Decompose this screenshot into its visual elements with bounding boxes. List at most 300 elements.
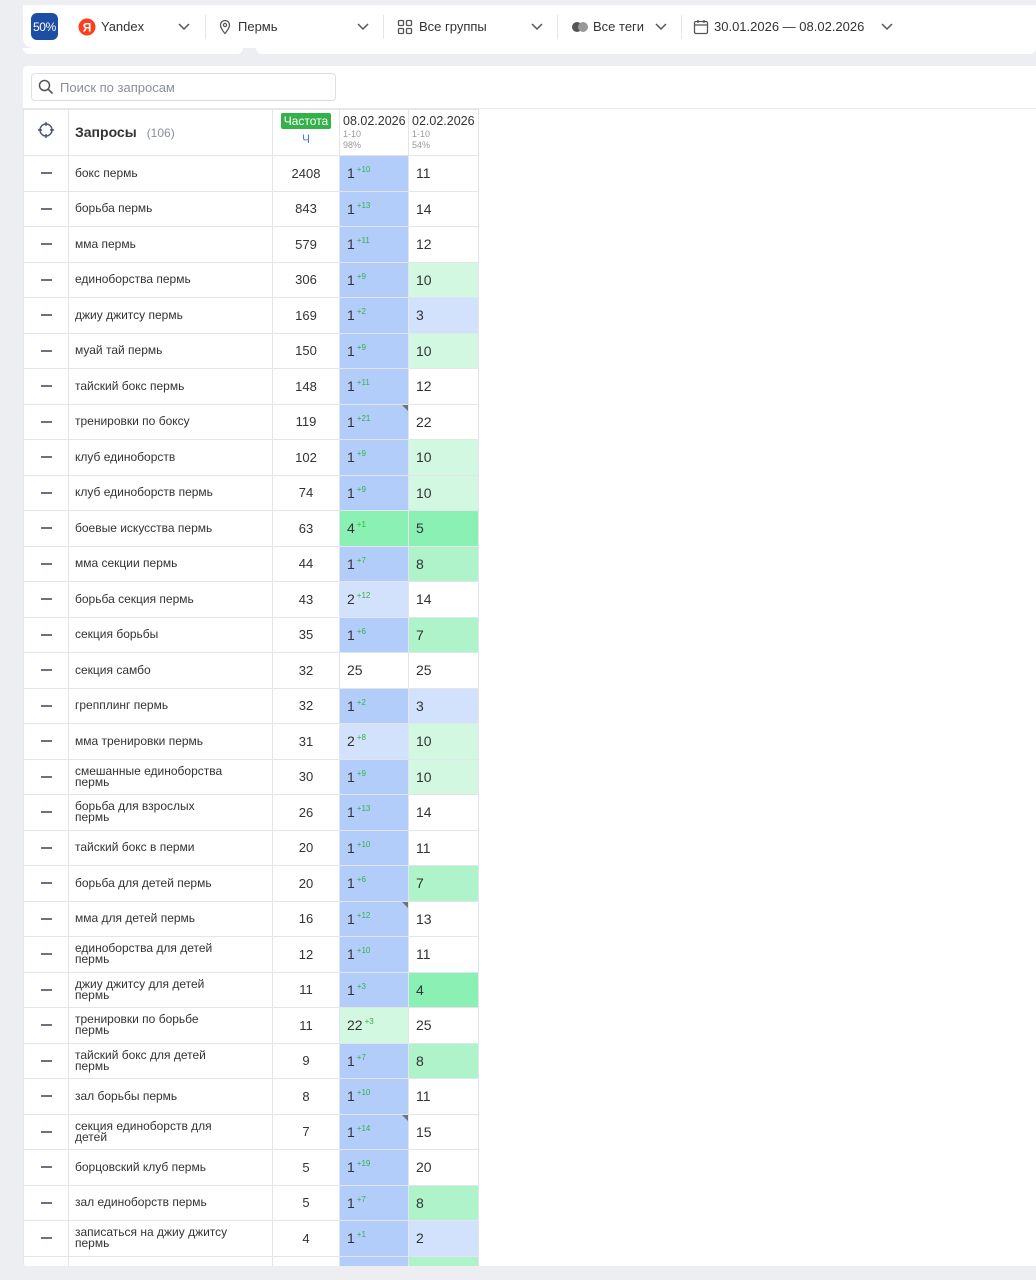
table-row[interactable]	[24, 653, 479, 689]
position-delta: +14	[356, 1123, 371, 1133]
minus-icon[interactable]	[41, 776, 52, 778]
position-value: 1	[347, 839, 355, 856]
minus-icon[interactable]	[41, 669, 52, 671]
row-toggle[interactable]	[24, 1114, 69, 1150]
position-cell[interactable]	[340, 227, 409, 263]
position-value: 1	[347, 307, 355, 324]
queries-header[interactable]	[69, 110, 273, 156]
query-cell[interactable]: тайский бокс в перми	[69, 830, 273, 866]
row-toggle[interactable]	[24, 688, 69, 724]
minus-icon[interactable]	[41, 847, 52, 849]
position-value: 1	[347, 804, 355, 821]
row-toggle[interactable]	[24, 582, 69, 618]
position-cell[interactable]	[340, 582, 409, 618]
position-cell[interactable]	[409, 1079, 479, 1115]
position-cell[interactable]	[409, 688, 479, 724]
position-cell[interactable]	[409, 191, 479, 227]
minus-icon[interactable]	[41, 953, 52, 955]
position-value: 4	[347, 520, 355, 537]
position-cell[interactable]	[409, 511, 479, 547]
query-cell[interactable]: тренировки по боксу	[69, 404, 273, 440]
search-icon	[38, 79, 54, 95]
position-value: 10	[416, 271, 432, 288]
groups-select[interactable]	[397, 5, 549, 48]
frequency-cell: 4	[273, 1221, 340, 1257]
position-value: 12	[416, 236, 432, 253]
table-row[interactable]	[24, 227, 479, 263]
engine-select[interactable]	[78, 5, 223, 48]
query-cell[interactable]: зал борьбы пермь	[69, 1079, 273, 1115]
position-delta: +3	[364, 1017, 374, 1027]
query-cell[interactable]: муай тай пермь	[69, 333, 273, 369]
row-toggle[interactable]	[24, 830, 69, 866]
row-toggle[interactable]	[24, 1185, 69, 1221]
minus-icon[interactable]	[41, 1237, 52, 1239]
minus-icon[interactable]	[41, 527, 52, 529]
position-delta: +7	[356, 1052, 366, 1062]
position-value: 25	[416, 1017, 432, 1034]
chevron-down-icon	[176, 18, 192, 34]
position-value: 1	[347, 1230, 355, 1247]
position-value: 1	[347, 200, 355, 217]
position-cell[interactable]	[340, 866, 409, 902]
position-cell[interactable]	[340, 191, 409, 227]
position-cell[interactable]	[340, 1043, 409, 1079]
position-cell[interactable]	[409, 1185, 479, 1221]
row-toggle[interactable]	[24, 1079, 69, 1115]
query-cell[interactable]: борьба секция пермь	[69, 582, 273, 618]
position-value: 7	[416, 626, 424, 643]
top-percent-label: 98%	[343, 140, 362, 150]
frequency-cell: 74	[273, 475, 340, 511]
query-cell[interactable]: джиу джитсу для детей пермь	[69, 972, 273, 1008]
table-row[interactable]	[24, 156, 479, 192]
position-cell[interactable]	[409, 1043, 479, 1079]
frequency-header[interactable]	[273, 110, 340, 156]
table-row[interactable]	[24, 901, 479, 937]
position-value: 2	[347, 733, 355, 750]
query-cell[interactable]: секция борьбы	[69, 617, 273, 653]
table-row[interactable]	[24, 546, 479, 582]
position-delta: +7	[356, 555, 366, 565]
row-toggle[interactable]	[24, 404, 69, 440]
row-toggle[interactable]	[24, 795, 69, 831]
position-delta: +10	[356, 165, 371, 175]
minus-icon[interactable]	[41, 740, 52, 742]
position-value: 10	[416, 484, 432, 501]
minus-icon[interactable]	[41, 385, 52, 387]
region-select[interactable]	[217, 5, 377, 48]
query-cell[interactable]: борцовский клуб пермь	[69, 1150, 273, 1186]
search-input[interactable]	[60, 80, 320, 95]
table-row[interactable]	[24, 1185, 479, 1221]
position-cell[interactable]	[409, 1008, 479, 1044]
table-row[interactable]	[24, 475, 479, 511]
position-cell[interactable]	[409, 759, 479, 795]
minus-icon[interactable]	[41, 208, 52, 210]
row-toggle[interactable]	[24, 191, 69, 227]
position-value: 1	[347, 378, 355, 395]
position-cell[interactable]	[340, 404, 409, 440]
table-row[interactable]	[24, 759, 479, 795]
frequency-cell: 30	[273, 759, 340, 795]
position-cell[interactable]	[409, 298, 479, 334]
frequency-cell: 20	[273, 866, 340, 902]
position-value: 20	[416, 1159, 432, 1176]
query-cell[interactable]: тайский бокс пермь	[69, 369, 273, 405]
position-value: 11	[416, 946, 431, 963]
table-row[interactable]	[24, 1043, 479, 1079]
table-row[interactable]	[24, 1256, 479, 1266]
query-cell[interactable]: клуб единоборств	[69, 440, 273, 476]
row-toggle[interactable]	[24, 298, 69, 334]
table-row[interactable]	[24, 440, 479, 476]
chevron-down-icon	[529, 18, 545, 34]
table-row[interactable]	[24, 1079, 479, 1115]
table-row[interactable]	[24, 795, 479, 831]
query-cell[interactable]: зал единоборств пермь	[69, 1185, 273, 1221]
engine-label: Yandex	[101, 19, 145, 34]
row-toggle[interactable]	[24, 156, 69, 192]
query-cell[interactable]: борьба для взрослых пермь	[69, 795, 273, 831]
table-row[interactable]	[24, 298, 479, 334]
minus-icon[interactable]	[41, 314, 52, 316]
position-value: 2	[347, 591, 355, 608]
toolbar-subpanel	[23, 48, 243, 54]
position-cell[interactable]	[409, 724, 479, 760]
position-cell[interactable]	[409, 653, 479, 689]
query-cell[interactable]: клуб единоборств пермь	[69, 475, 273, 511]
table-row[interactable]	[24, 724, 479, 760]
position-cell[interactable]	[340, 475, 409, 511]
position-value: 22	[347, 1017, 363, 1034]
row-toggle[interactable]	[24, 653, 69, 689]
table-row[interactable]	[24, 937, 479, 973]
position-cell[interactable]	[340, 972, 409, 1008]
position-cell[interactable]	[409, 262, 479, 298]
table-row[interactable]	[24, 972, 479, 1008]
minus-icon[interactable]	[41, 421, 52, 423]
position-cell[interactable]	[340, 262, 409, 298]
minus-icon[interactable]	[41, 350, 52, 352]
minus-icon[interactable]	[41, 1202, 52, 1204]
queries-panel	[23, 66, 1036, 1266]
frequency-cell: 843	[273, 191, 340, 227]
query-cell[interactable]: смешанные единоборства пермь	[69, 759, 273, 795]
location-pin-icon	[217, 19, 233, 35]
frequency-cell: 579	[273, 227, 340, 263]
frequency-type[interactable]: Ч	[302, 132, 310, 146]
position-value: 2	[416, 1230, 424, 1247]
minus-icon[interactable]	[41, 492, 52, 494]
position-value: 11	[416, 1088, 431, 1105]
table-row[interactable]	[24, 369, 479, 405]
position-value: 1	[347, 484, 355, 501]
table-header	[24, 110, 479, 156]
frequency-cell: 20	[273, 830, 340, 866]
frequency-cell: 35	[273, 617, 340, 653]
position-cell[interactable]	[340, 1114, 409, 1150]
query-cell[interactable]: секция самбо	[69, 653, 273, 689]
position-delta: +1	[356, 1230, 366, 1240]
minus-icon[interactable]	[41, 279, 52, 281]
position-cell[interactable]	[340, 617, 409, 653]
position-delta: +6	[356, 626, 366, 636]
calendar-icon	[693, 19, 709, 35]
position-cell[interactable]	[340, 830, 409, 866]
query-cell[interactable]	[69, 1256, 273, 1266]
minus-icon[interactable]	[41, 1166, 52, 1168]
row-toggle[interactable]	[24, 1008, 69, 1044]
position-delta: +11	[356, 236, 370, 246]
position-cell[interactable]	[340, 937, 409, 973]
table-row[interactable]	[24, 1150, 479, 1186]
frequency-cell: 32	[273, 653, 340, 689]
position-value: 14	[416, 804, 432, 821]
position-cell[interactable]	[409, 972, 479, 1008]
position-value: 1	[347, 1088, 355, 1105]
position-value: 14	[416, 200, 432, 217]
position-cell[interactable]	[409, 440, 479, 476]
table-row[interactable]	[24, 191, 479, 227]
row-toggle[interactable]	[24, 937, 69, 973]
row-toggle[interactable]	[24, 227, 69, 263]
row-toggle[interactable]	[24, 511, 69, 547]
tags-label: Все теги	[593, 19, 645, 34]
minus-icon[interactable]	[41, 172, 52, 174]
position-cell[interactable]	[340, 333, 409, 369]
position-cell[interactable]	[409, 546, 479, 582]
minus-icon[interactable]	[41, 563, 52, 565]
frequency-cell: 5	[273, 1150, 340, 1186]
position-value: 1	[347, 165, 355, 182]
position-delta: +10	[356, 1088, 371, 1098]
position-cell[interactable]	[409, 475, 479, 511]
position-value: 4	[416, 981, 424, 998]
query-cell[interactable]: записаться на джиу джитсу пермь	[69, 1221, 273, 1257]
position-value: 1	[347, 1194, 355, 1211]
position-value: 1	[347, 697, 355, 714]
position-cell[interactable]	[409, 369, 479, 405]
table-row[interactable]	[24, 617, 479, 653]
row-toggle[interactable]	[24, 972, 69, 1008]
position-cell[interactable]	[340, 901, 409, 937]
position-cell[interactable]	[340, 511, 409, 547]
table-row[interactable]	[24, 1114, 479, 1150]
minus-icon[interactable]	[41, 705, 52, 707]
minus-icon[interactable]	[41, 456, 52, 458]
position-cell[interactable]	[340, 369, 409, 405]
minus-icon[interactable]	[41, 811, 52, 813]
row-toggle[interactable]	[24, 262, 69, 298]
query-cell[interactable]: тренировки по борьбе пермь	[69, 1008, 273, 1044]
position-value: 1	[347, 413, 355, 430]
position-cell[interactable]	[409, 1114, 479, 1150]
minus-icon[interactable]	[41, 1060, 52, 1062]
row-toggle[interactable]	[24, 724, 69, 760]
position-value: 1	[347, 449, 355, 466]
position-cell[interactable]	[409, 404, 479, 440]
query-cell[interactable]: борьба для детей пермь	[69, 866, 273, 902]
query-cell[interactable]: мма для детей пермь	[69, 901, 273, 937]
row-toggle[interactable]	[24, 759, 69, 795]
frequency-cell: 11	[273, 972, 340, 1008]
row-toggle[interactable]	[24, 546, 69, 582]
frequency-cell: 2408	[273, 156, 340, 192]
position-value: 3	[416, 697, 424, 714]
table-row[interactable]	[24, 404, 479, 440]
minus-icon[interactable]	[41, 1024, 52, 1026]
query-cell[interactable]: боевые искусства пермь	[69, 511, 273, 547]
minus-icon[interactable]	[41, 882, 52, 884]
query-cell[interactable]: бокс пермь	[69, 156, 273, 192]
position-cell[interactable]	[340, 1185, 409, 1221]
frequency-cell: 148	[273, 369, 340, 405]
position-value: 10	[416, 449, 432, 466]
position-cell[interactable]	[340, 795, 409, 831]
date-label: 02.02.2026	[412, 114, 475, 128]
search-box[interactable]	[31, 73, 336, 101]
position-delta: +2	[356, 307, 366, 317]
row-toggle[interactable]	[24, 475, 69, 511]
minus-icon[interactable]	[41, 918, 52, 920]
table-row[interactable]	[24, 866, 479, 902]
row-toggle[interactable]	[24, 1150, 69, 1186]
position-delta: +1	[356, 520, 366, 530]
position-cell[interactable]	[340, 724, 409, 760]
position-cell[interactable]	[340, 1221, 409, 1257]
position-cell[interactable]	[340, 546, 409, 582]
table-row[interactable]	[24, 582, 479, 618]
table-row[interactable]	[24, 511, 479, 547]
table-row[interactable]	[24, 830, 479, 866]
position-cell[interactable]	[409, 1221, 479, 1257]
query-cell[interactable]: мма тренировки пермь	[69, 724, 273, 760]
table-row[interactable]	[24, 1221, 479, 1257]
date-range-select[interactable]	[693, 5, 903, 48]
select-all-cell[interactable]	[24, 110, 69, 156]
date-column-header[interactable]	[340, 110, 409, 156]
position-value: 1	[347, 271, 355, 288]
position-value: 1	[347, 626, 355, 643]
position-cell[interactable]	[340, 688, 409, 724]
query-cell[interactable]: секция единоборств для детей	[69, 1114, 273, 1150]
minus-icon[interactable]	[41, 634, 52, 636]
position-cell[interactable]	[340, 298, 409, 334]
query-cell[interactable]: мма пермь	[69, 227, 273, 263]
tags-select[interactable]	[571, 5, 671, 48]
position-cell[interactable]	[340, 1079, 409, 1115]
queries-count: (106)	[146, 125, 175, 140]
table-row[interactable]	[24, 262, 479, 298]
frequency-cell: 12	[273, 937, 340, 973]
query-cell[interactable]: единоборства для детей пермь	[69, 937, 273, 973]
position-value: 10	[416, 768, 432, 785]
minus-icon[interactable]	[41, 598, 52, 600]
note-marker	[402, 902, 408, 908]
query-cell[interactable]: борьба пермь	[69, 191, 273, 227]
row-toggle[interactable]	[24, 440, 69, 476]
position-value: 11	[416, 165, 431, 182]
position-cell[interactable]	[340, 440, 409, 476]
position-cell[interactable]	[409, 1256, 479, 1266]
minus-icon[interactable]	[41, 989, 52, 991]
frequency-cell: 43	[273, 582, 340, 618]
date-label: 08.02.2026	[343, 114, 406, 128]
query-cell[interactable]: джиу джитсу пермь	[69, 298, 273, 334]
minus-icon[interactable]	[41, 1095, 52, 1097]
toolbar-subpanel	[256, 48, 1036, 54]
position-value: 8	[416, 555, 424, 572]
table-row[interactable]	[24, 333, 479, 369]
row-toggle[interactable]	[24, 369, 69, 405]
position-cell[interactable]	[340, 653, 409, 689]
query-cell[interactable]: тайский бокс для детей пермь	[69, 1043, 273, 1079]
table-row[interactable]	[24, 1008, 479, 1044]
positions-table	[23, 109, 479, 1266]
query-cell[interactable]: грепплинг пермь	[69, 688, 273, 724]
table-row[interactable]	[24, 688, 479, 724]
minus-icon[interactable]	[41, 243, 52, 245]
position-delta: +10	[356, 946, 371, 956]
frequency-cell: 119	[273, 404, 340, 440]
crosshair-icon[interactable]	[37, 121, 55, 139]
position-delta: +8	[356, 733, 366, 743]
position-cell[interactable]	[409, 901, 479, 937]
row-toggle[interactable]	[24, 866, 69, 902]
position-cell[interactable]	[409, 866, 479, 902]
position-cell[interactable]	[409, 617, 479, 653]
position-delta: +9	[356, 449, 366, 459]
position-cell[interactable]	[340, 1150, 409, 1186]
position-cell[interactable]	[409, 227, 479, 263]
position-delta: +9	[356, 342, 366, 352]
row-toggle[interactable]	[24, 1256, 69, 1266]
position-cell[interactable]	[409, 937, 479, 973]
frequency-cell: 150	[273, 333, 340, 369]
row-toggle[interactable]	[24, 901, 69, 937]
queries-title: Запросы	[75, 123, 137, 140]
query-cell[interactable]: мма секции пермь	[69, 546, 273, 582]
position-cell[interactable]	[409, 795, 479, 831]
grid-icon	[397, 19, 413, 35]
position-cell[interactable]	[340, 759, 409, 795]
date-column-header[interactable]	[409, 110, 479, 156]
chevron-down-icon	[879, 18, 895, 34]
minus-icon[interactable]	[41, 1131, 52, 1133]
position-value: 10	[416, 733, 432, 750]
row-toggle[interactable]	[24, 1221, 69, 1257]
position-cell[interactable]	[409, 582, 479, 618]
position-cell[interactable]	[340, 1256, 409, 1266]
row-toggle[interactable]	[24, 617, 69, 653]
position-cell[interactable]	[409, 830, 479, 866]
frequency-cell: 102	[273, 440, 340, 476]
position-cell[interactable]	[409, 1150, 479, 1186]
position-value: 7	[416, 875, 424, 892]
position-delta: +12	[356, 910, 371, 920]
query-cell[interactable]: единоборства пермь	[69, 262, 273, 298]
row-toggle[interactable]	[24, 333, 69, 369]
position-cell[interactable]	[340, 1008, 409, 1044]
frequency-cell: 7	[273, 1114, 340, 1150]
row-toggle[interactable]	[24, 1043, 69, 1079]
frequency-cell	[273, 1256, 340, 1266]
position-cell[interactable]	[409, 333, 479, 369]
position-cell[interactable]	[409, 156, 479, 192]
position-cell[interactable]	[340, 156, 409, 192]
position-value: 1	[347, 768, 355, 785]
